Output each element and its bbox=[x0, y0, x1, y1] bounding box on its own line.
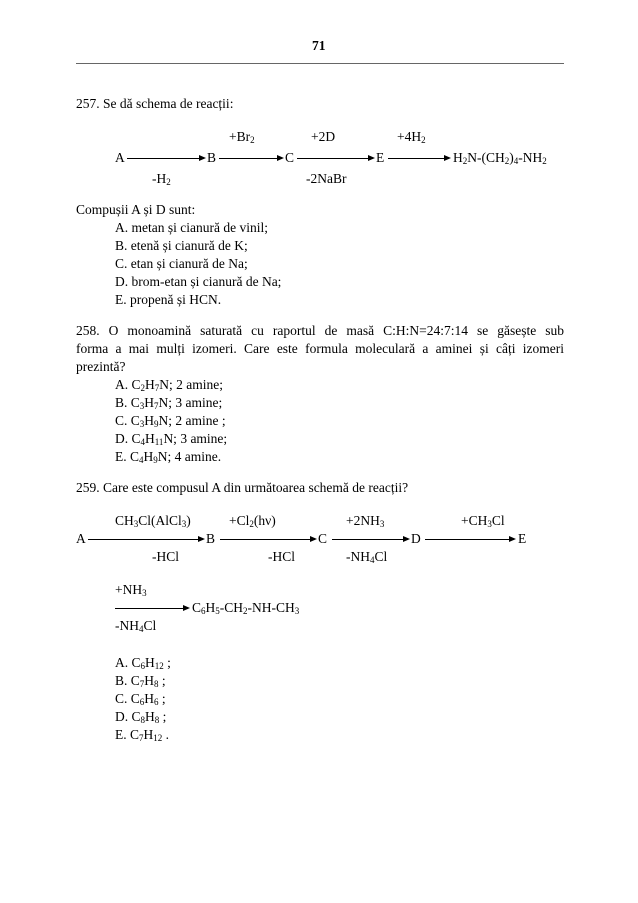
q259-option-b: B. $C_7H_8$ ; bbox=[115, 673, 166, 689]
q258-option-b: B. $C_3H_7N$; 3 amine; bbox=[115, 395, 223, 411]
q259-reagent-2nh3: $+2NH_3$ bbox=[346, 513, 385, 529]
q257-option-e: E. propenă și HCN. bbox=[115, 292, 222, 307]
q259-node-c: C bbox=[318, 531, 328, 546]
q257-node-e: E bbox=[376, 150, 385, 165]
q257-byproduct-h2: $-H_2$ bbox=[152, 171, 171, 187]
q257-question: 257. Se dă schema de reacții: bbox=[76, 96, 234, 111]
q257-arrow-2 bbox=[219, 158, 282, 159]
q259-arrow-5 bbox=[115, 608, 188, 609]
q259-question: 259. Care este compusul A din următoarea schemă de reacții? bbox=[76, 480, 409, 495]
q257-reagent-2d: +2D bbox=[311, 129, 336, 144]
q257-option-c: C. etan și cianură de Na; bbox=[115, 256, 248, 271]
q259-node-d: D bbox=[411, 531, 421, 546]
q257-node-c: C bbox=[285, 150, 295, 165]
q259-reagent-nh3: $+NH_3$ bbox=[115, 582, 147, 598]
q257-prompt: Compușii A și D sunt: bbox=[76, 202, 196, 217]
q259-option-a: A. $C_6H_{12}$ ; bbox=[115, 655, 171, 671]
q257-option-b: B. etenă și cianură de K; bbox=[115, 238, 248, 253]
q258-line-3: prezintă? bbox=[76, 359, 126, 374]
q259-option-d: D. $C_8H_8$ ; bbox=[115, 709, 167, 725]
q259-byproduct-nh4cl: $-NH_4Cl$ bbox=[346, 549, 388, 565]
q259-product: $C_6H_5-CH_2-NH-CH_3$ bbox=[192, 600, 300, 616]
q259-node-a: A bbox=[76, 531, 86, 546]
q257-node-b: B bbox=[207, 150, 217, 165]
q258-line-1: 258. O monoamină saturată cu raportul de masă C:H:N=24:7:14 se găsește sub bbox=[76, 323, 564, 338]
q259-reagent-ch3cl-alcl3: $CH_3Cl(AlCl_3)$ bbox=[115, 513, 191, 529]
q257-reagent-br2: $+Br_2$ bbox=[229, 129, 255, 145]
q257-reagent-4h2: $+4H_2$ bbox=[397, 129, 426, 145]
q258-option-e: E. $C_4H_9N$; 4 amine. bbox=[115, 449, 222, 465]
q257-arrow-4 bbox=[388, 158, 449, 159]
q258-option-c: C. $C_3H_9N$; 2 amine ; bbox=[115, 413, 226, 429]
q259-arrow-3 bbox=[332, 539, 408, 540]
q259-node-b: B bbox=[206, 531, 216, 546]
q257-byproduct-nabr: -2NaBr bbox=[306, 171, 347, 186]
q259-byproduct-nh4cl-2: $-NH_4Cl$ bbox=[115, 618, 157, 634]
q259-byproduct-hcl-2: -HCl bbox=[268, 549, 295, 564]
q257-option-a: A. metan și cianură de vinil; bbox=[115, 220, 268, 235]
q259-byproduct-hcl-1: -HCl bbox=[152, 549, 179, 564]
q259-option-c: C. $C_6H_6$ ; bbox=[115, 691, 166, 707]
q259-option-e: E. $C_7H_{12}$ . bbox=[115, 727, 170, 743]
q259-arrow-2 bbox=[220, 539, 315, 540]
q257-arrow-1 bbox=[127, 158, 204, 159]
q257-arrow-3 bbox=[297, 158, 373, 159]
q258-option-a: A. $C_2H_7N$; 2 amine; bbox=[115, 377, 224, 393]
q257-node-a: A bbox=[115, 150, 125, 165]
q259-arrow-1 bbox=[88, 539, 203, 540]
q259-reagent-cl2: $+Cl_2(h\nu)$ bbox=[229, 513, 276, 529]
q259-reagent-ch3cl: $+CH_3Cl$ bbox=[461, 513, 505, 529]
header-rule bbox=[76, 63, 564, 64]
q258-line-2: forma a mai mulți izomeri. Care este formula moleculară a aminei și câți izomeri bbox=[76, 341, 564, 356]
q257-option-d: D. brom-etan și cianură de Na; bbox=[115, 274, 282, 289]
q259-arrow-4 bbox=[425, 539, 514, 540]
q258-option-d: D. $C_4H_{11}N$; 3 amine; bbox=[115, 431, 228, 447]
page-number: 71 bbox=[312, 38, 326, 53]
q257-product: $H_2N-(CH_2)_4-NH_2$ bbox=[453, 150, 547, 166]
q259-node-e: E bbox=[518, 531, 527, 546]
